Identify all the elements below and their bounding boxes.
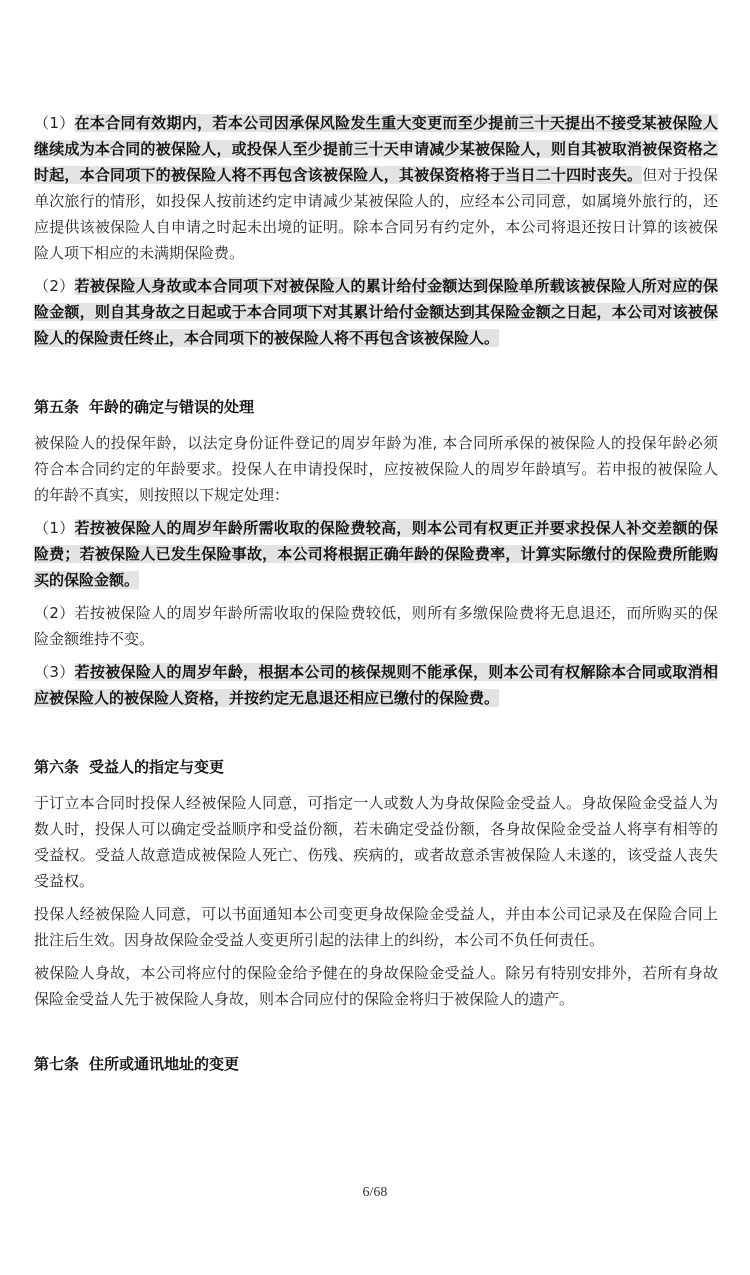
page-number: 6/68 — [362, 1185, 388, 1200]
article-5-heading — [34, 396, 718, 418]
highlighted-text: 若按被保险人的周岁年龄，根据本公司的核保规则不能承保，则本公司有权解除本合同或取消相应被保险人的被保险人资格，并按约定无息退还相应已缴付的保险费。 — [34, 663, 718, 707]
body-text: 但对于投保单次旅行的情形，如投保人按前述约定申请减少某被保险人的，应经本公司同意，如属境外旅行的，还应提供该被保险人自申请之时起未出境的证明。除本合同另有约定外，本公司将退还按日计算的该被保险人项下相应的未满期保险费。 — [34, 166, 718, 262]
body-text: 若按被保险人的周岁年龄所需收取的保险费较低，则所有多缴保险费将无息退还，而所购买的保险金额维持不变。 — [34, 604, 718, 648]
item-number: （1） — [34, 519, 75, 537]
article-5-intro — [34, 430, 718, 508]
highlighted-text: 若被保险人身故或本合同项下对被保险人的累计给付金额达到保险单所载该被保险人所对应的保险金额，则自其身故之日起或于本合同项下对其累计给付金额达到其保险金额之日起，本公司对该被保险人的保险责任终止，本合同项下的被保险人将不再包含该被保险人。 — [34, 277, 718, 347]
item-number: （2） — [34, 604, 75, 622]
article-6-paragraph-3 — [34, 960, 718, 1012]
clause-paragraph-1 — [34, 110, 718, 266]
article-number: 第七条 — [34, 1055, 80, 1073]
article-title: 住所或通讯地址的变更 — [89, 1055, 240, 1073]
page-content — [34, 110, 718, 1087]
body-text: 投保人经被保险人同意，可以书面通知本公司变更身故保险金受益人，并由本公司记录及在保险合同上批注后生效。因身故保险金受益人变更所引起的法律上的纠纷，本公司不负任何责任。 — [34, 905, 718, 949]
body-text: 被保险人的投保年龄，以法定身份证件登记的周岁年龄为准, 本合同所承保的被保险人的投保年龄必须符合本合同约定的年龄要求。投保人在申请投保时，应按被保险人的周岁年龄填写。若申报的被保险人的年龄不真实，则按照以下规定处理： — [34, 434, 718, 504]
article-6-paragraph-2 — [34, 901, 718, 953]
article-7-heading — [34, 1053, 718, 1075]
article-number: 第六条 — [34, 758, 80, 776]
highlighted-text: 在本合同有效期内，若本公司因承保风险发生重大变更而至少提前三十天提出不接受某被保险人继续成为本合同的被保险人，或投保人至少提前三十天申请减少某被保险人，则自其被取消被保资格之时起，本合同项下的被保险人将不再包含该被保险人，其被保资格将于当日二十四时丧失。 — [34, 114, 718, 184]
article-title: 年龄的确定与错误的处理 — [89, 398, 255, 416]
article-5-item-1 — [34, 515, 718, 593]
article-5-item-2 — [34, 600, 718, 652]
item-number: （3） — [34, 663, 75, 681]
body-text: 被保险人身故，本公司将应付的保险金给予健在的身故保险金受益人。除另有特别安排外，若所有身故保险金受益人先于被保险人身故，则本合同应付的保险金将归于被保险人的遗产。 — [34, 964, 718, 1008]
clause-number: （2） — [34, 277, 75, 295]
article-6-heading — [34, 756, 718, 778]
article-5-item-3 — [34, 659, 718, 711]
clause-number: （1） — [34, 114, 75, 132]
clause-paragraph-2 — [34, 273, 718, 351]
article-number: 第五条 — [34, 398, 80, 416]
article-title: 受益人的指定与变更 — [89, 758, 225, 776]
highlighted-text: 若按被保险人的周岁年龄所需收取的保险费较高，则本公司有权更正并要求投保人补交差额的保险费；若被保险人已发生保险事故，本公司将根据正确年龄的保险费率，计算实际缴付的保险费所能购买的保险金额。 — [34, 519, 718, 589]
article-6-paragraph-1 — [34, 790, 718, 894]
body-text: 于订立本合同时投保人经被保险人同意，可指定一人或数人为身故保险金受益人。身故保险金受益人为数人时，投保人可以确定受益顺序和受益份额，若未确定受益份额，各身故保险金受益人将享有相等的受益权。受益人故意造成被保险人死亡、伤残、疾病的，或者故意杀害被保险人未遂的，该受益人丧失受益权。 — [34, 794, 718, 890]
